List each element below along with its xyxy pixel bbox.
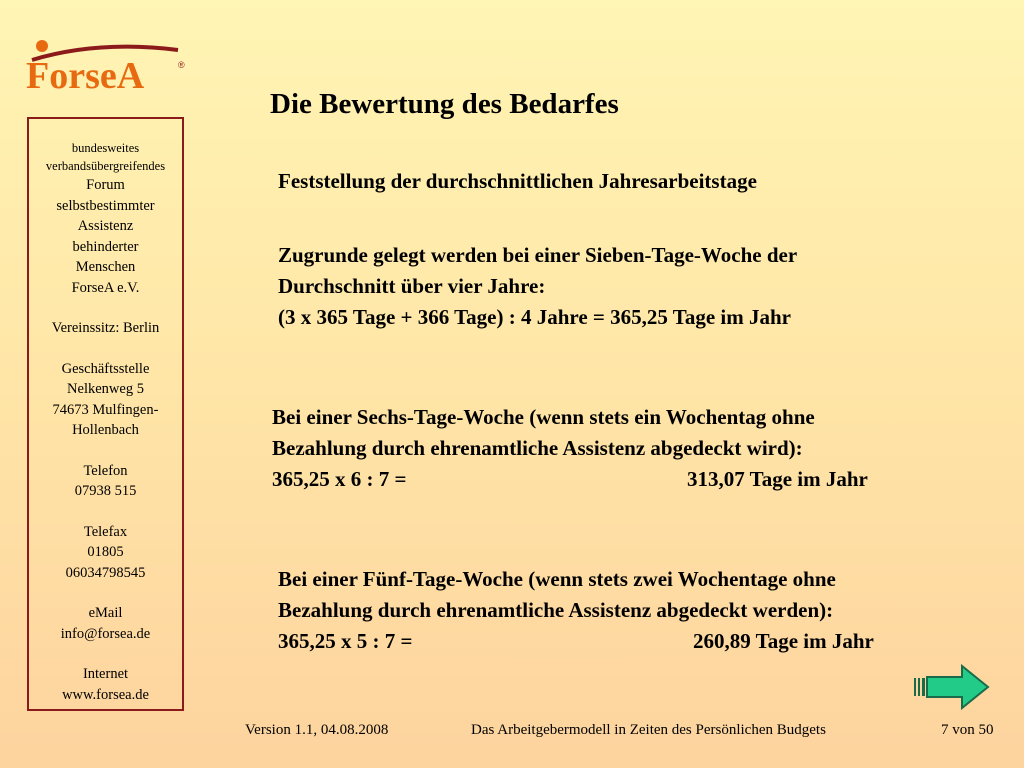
sidebar-line: ForseA e.V. <box>71 279 140 296</box>
registered-mark: ® <box>178 60 185 70</box>
paragraph-line: Bei einer Sechs-Tage-Woche (wenn stets ein Wochentag ohne <box>272 405 815 429</box>
calc-expression: 365,25 x 5 : 7 = <box>278 629 413 653</box>
footer-subject: Das Arbeitgebermodell in Zeiten des Persönlichen Budgets <box>471 722 826 738</box>
sidebar-line: Menschen <box>75 259 136 275</box>
fax-number: 01805 <box>87 544 124 560</box>
sidebar-line: verbandsübergreifendes <box>45 159 166 173</box>
six-day-paragraph <box>272 402 868 495</box>
email-label: eMail <box>88 605 123 621</box>
calc-expression: 365,25 x 6 : 7 = <box>272 467 407 491</box>
sidebar-line: Geschäftsstelle <box>61 360 150 377</box>
slide-subtitle: Feststellung der durchschnittlichen Jahresarbeitstage <box>278 169 757 193</box>
five-day-paragraph <box>278 564 874 657</box>
sidebar-line: 74673 Mulfingen- <box>52 401 159 418</box>
seven-day-formula: (3 x 365 Tage + 366 Tage) : 4 Jahre = 365,25 Tage im Jahr <box>278 305 791 329</box>
phone-label: Telefon <box>83 462 128 479</box>
phone-number: 07938 515 <box>74 483 137 499</box>
sidebar-line: Forum <box>86 177 125 193</box>
sidebar-seat: Vereinssitz: Berlin <box>51 320 160 336</box>
paragraph-line: Bezahlung durch ehrenamtliche Assistenz abgedeckt wird): <box>272 436 803 460</box>
logo-text: ForseA <box>26 55 145 96</box>
fax-label: Telefax <box>83 523 128 540</box>
web-label: Internet <box>82 666 129 682</box>
sidebar-line: Nelkenweg 5 <box>67 381 144 397</box>
slide-title: Die Bewertung des Bedarfes <box>270 88 619 120</box>
paragraph-line: Zugrunde gelegt werden bei einer Sieben-Tage-Woche der <box>278 243 798 267</box>
seven-day-paragraph <box>278 240 797 333</box>
six-day-calculation <box>272 464 868 495</box>
five-day-calculation <box>278 626 874 657</box>
sidebar-line: bundesweites <box>71 141 140 155</box>
paragraph-line: Bei einer Fünf-Tage-Woche (wenn stets zwei Wochentage ohne <box>278 567 836 591</box>
calc-result: 260,89 Tage im Jahr <box>693 629 874 653</box>
contact-sidebar <box>27 117 184 711</box>
sidebar-line: Assistenz <box>77 218 134 234</box>
forsea-logo <box>18 38 190 96</box>
sidebar-line: selbstbestimmter <box>56 197 155 214</box>
web-address: www.forsea.de <box>62 686 149 703</box>
right-arrow-icon[interactable] <box>912 664 990 710</box>
paragraph-line: Durchschnitt über vier Jahre: <box>278 274 546 298</box>
fax-number: 06034798545 <box>65 564 146 581</box>
calc-result: 313,07 Tage im Jahr <box>687 467 868 491</box>
footer-page-number: 7 von 50 <box>941 722 994 738</box>
sidebar-line: behinderter <box>72 238 139 255</box>
paragraph-line: Bezahlung durch ehrenamtliche Assistenz abgedeckt werden): <box>278 598 834 622</box>
footer-version: Version 1.1, 04.08.2008 <box>245 722 389 738</box>
email-address: info@forsea.de <box>60 625 151 642</box>
sidebar-line: Hollenbach <box>72 422 139 438</box>
